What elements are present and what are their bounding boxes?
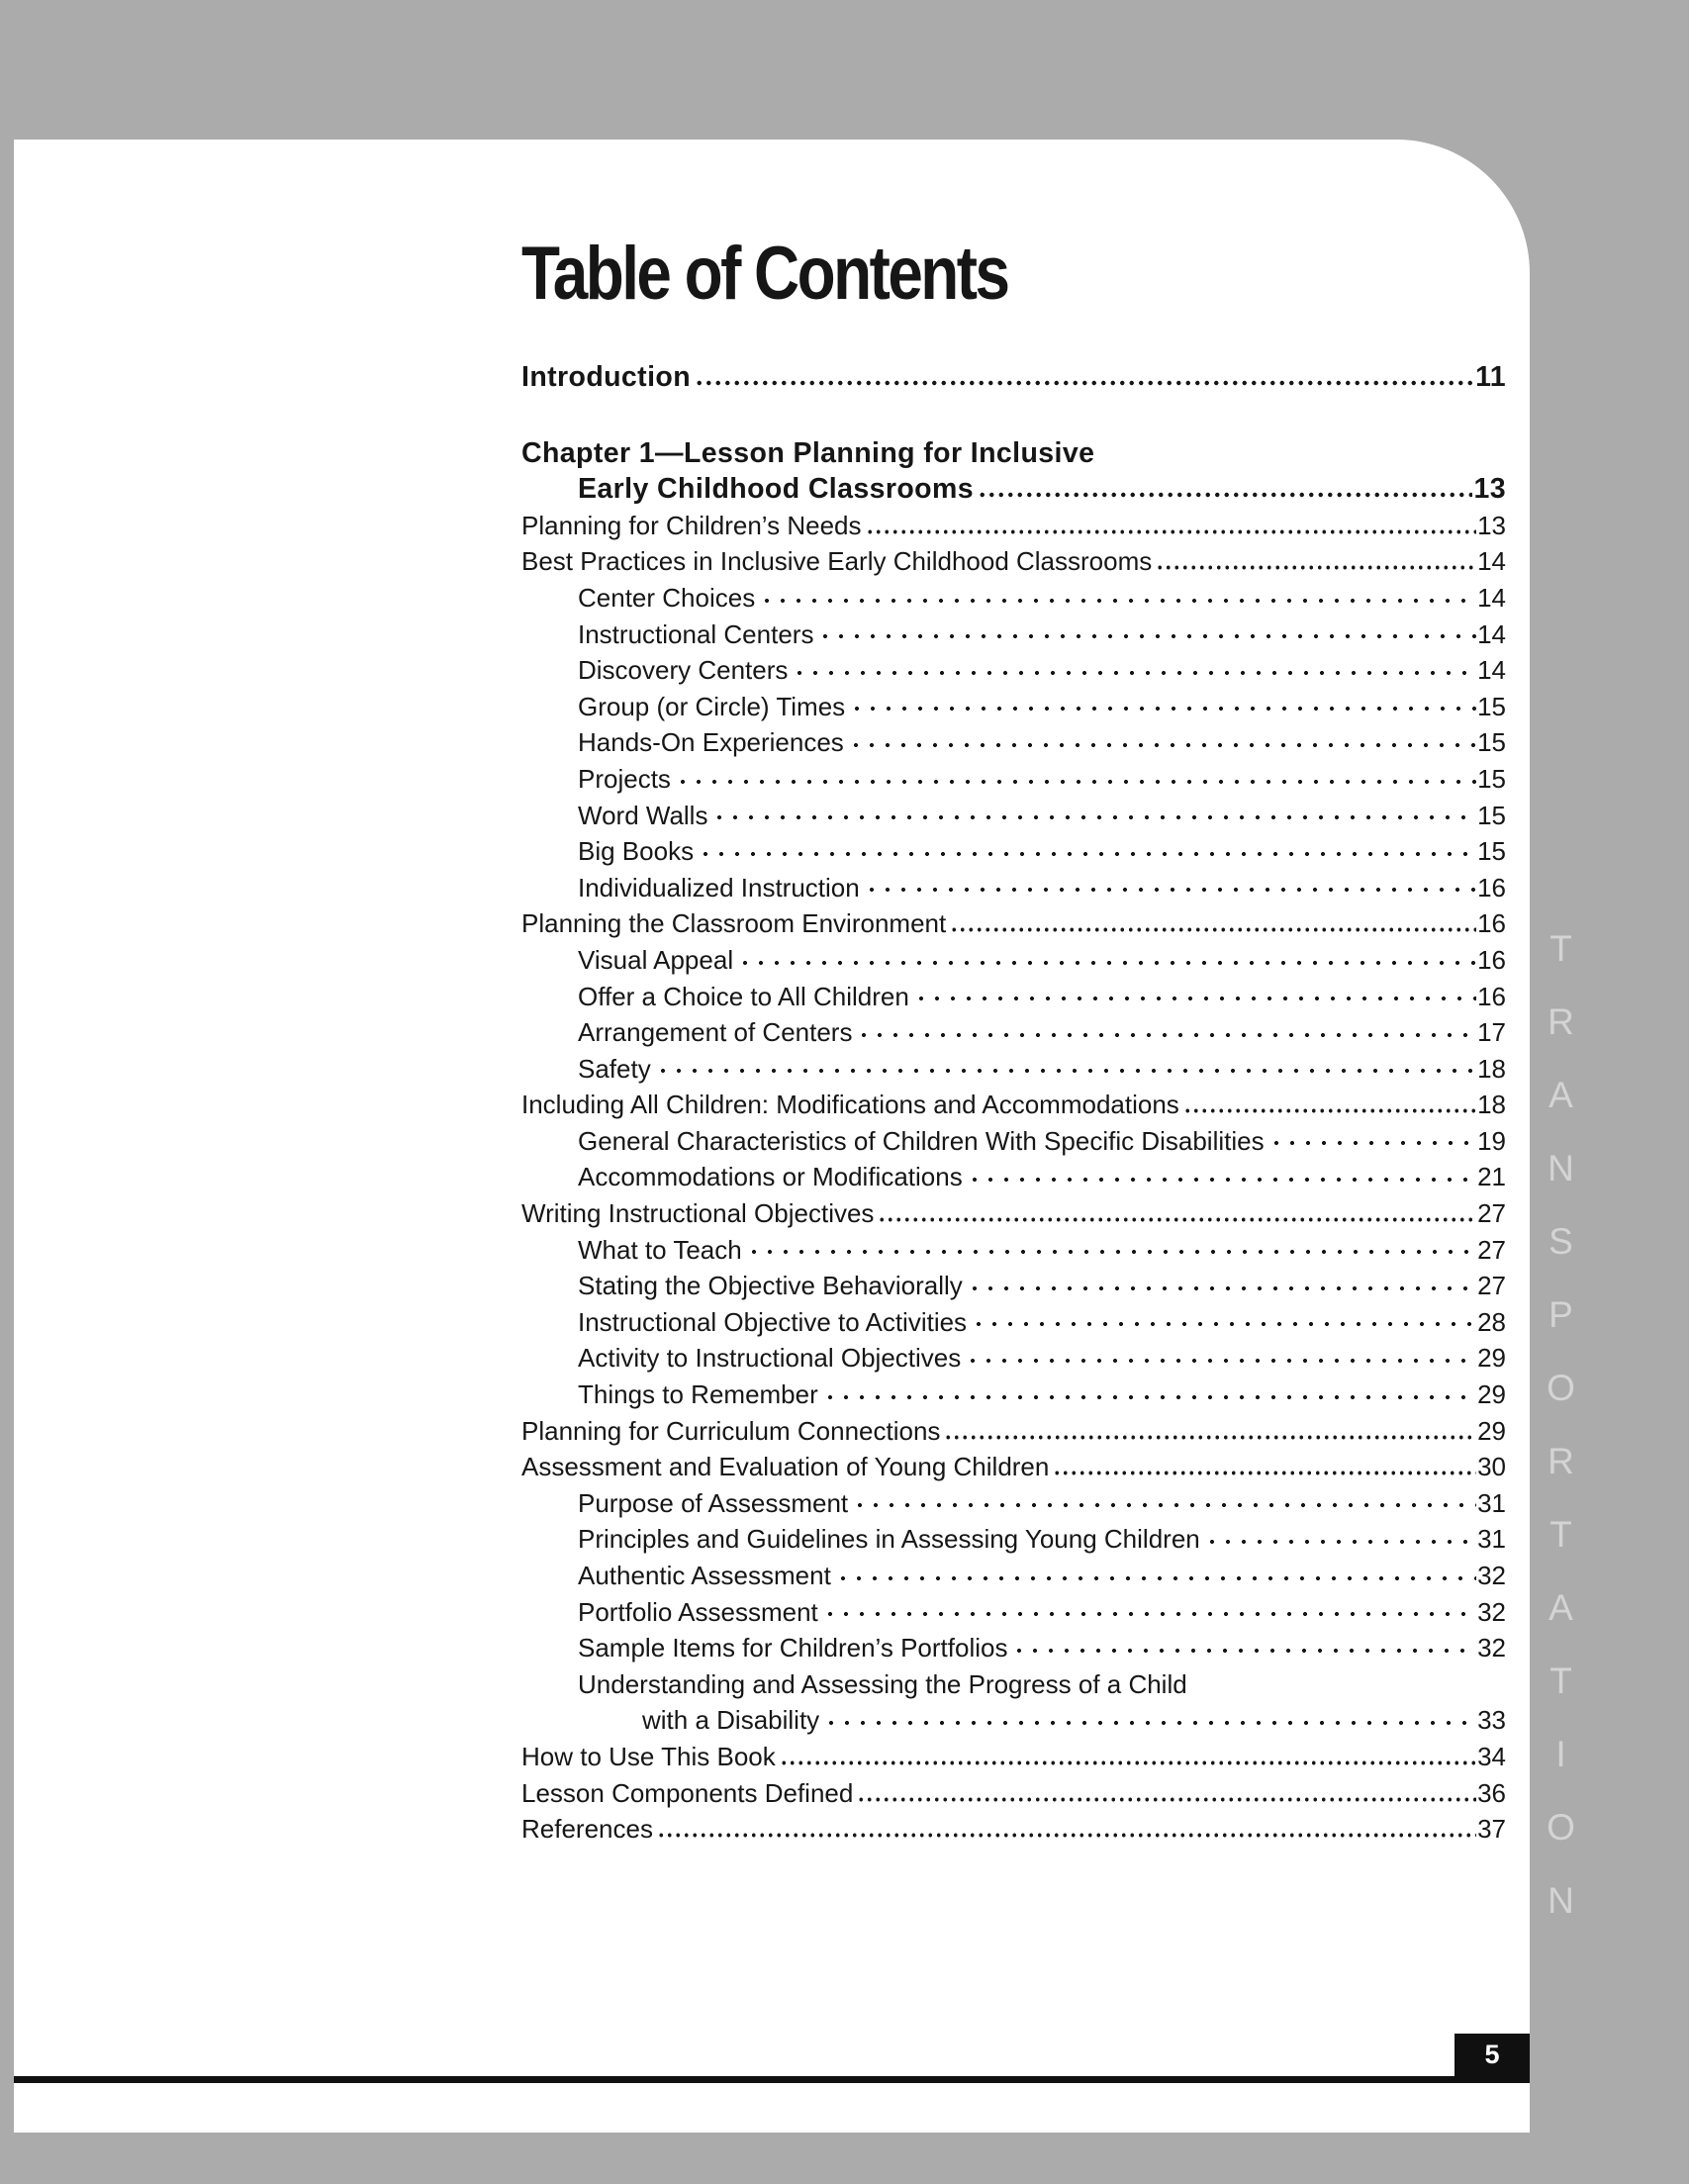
- dot-leader: [866, 508, 1477, 544]
- toc-entry-label: Big Books: [578, 836, 695, 867]
- dot-leader: [1053, 1449, 1476, 1485]
- toc-entry-page: 15: [1477, 691, 1506, 721]
- toc-entry-page: 29: [1477, 1379, 1506, 1410]
- toc-entry-label: Best Practices in Inclusive Early Childhood Classrooms: [521, 546, 1153, 577]
- toc-entry-page: 29: [1477, 1415, 1506, 1446]
- toc-list: [521, 359, 1506, 1848]
- toc-entry-label: Purpose of Assessment: [578, 1487, 849, 1518]
- toc-entry: [521, 435, 1506, 472]
- toc-entry-page: 30: [1477, 1452, 1506, 1482]
- toc-entry-page: 27: [1477, 1198, 1506, 1229]
- toc-entry-label: Planning for Curriculum Connections: [521, 1415, 941, 1446]
- dot-leader: [1268, 1123, 1476, 1160]
- toc-entry-label: Introduction: [521, 361, 692, 393]
- dot-leader: [849, 689, 1476, 725]
- dot-leader: [856, 1014, 1476, 1051]
- toc-entry: [521, 798, 1506, 834]
- dot-leader: [780, 1739, 1476, 1775]
- toc-entry-label: Accommodations or Modifications: [578, 1162, 963, 1192]
- toc-entry: [521, 1232, 1506, 1269]
- toc-entry-label: Instructional Centers: [578, 618, 814, 649]
- dot-leader: [746, 1232, 1476, 1269]
- dot-leader: [657, 1811, 1476, 1848]
- toc-entry: [521, 1811, 1506, 1848]
- page-number-box: [1454, 2034, 1530, 2076]
- toc-entry-page: 32: [1477, 1561, 1506, 1590]
- toc-entry-page: 15: [1477, 763, 1506, 794]
- toc-entry-page: 14: [1477, 618, 1506, 649]
- toc-entry-label: Center Choices: [578, 582, 756, 613]
- book-page-sheet: [14, 140, 1530, 2133]
- toc-entry-page: 13: [1477, 510, 1506, 540]
- toc-entry: [521, 1666, 1506, 1703]
- toc-entry: [521, 905, 1506, 942]
- toc-entry: [521, 761, 1506, 798]
- toc-entry-label: References: [521, 1814, 653, 1845]
- toc-entry-label: Stating the Objective Behaviorally: [578, 1271, 963, 1301]
- dot-leader: [857, 1775, 1476, 1812]
- dot-leader: [864, 870, 1476, 906]
- toc-entry: [521, 1449, 1506, 1485]
- toc-entry-page: 16: [1477, 872, 1506, 902]
- toc-entry-label: Sample Items for Children’s Portfolios: [578, 1633, 1008, 1663]
- toc-entry: [521, 1702, 1506, 1739]
- toc-entry-page: 34: [1477, 1741, 1506, 1771]
- toc-entry-page: 16: [1477, 981, 1506, 1011]
- toc-entry-page: 11: [1475, 361, 1506, 393]
- toc-entry-page: 21: [1477, 1162, 1506, 1192]
- toc-entry: [521, 617, 1506, 653]
- dot-leader: [967, 1268, 1476, 1304]
- toc-entry-label: Including All Children: Modifications and Accommodations: [521, 1090, 1179, 1120]
- dot-leader: [852, 1485, 1476, 1522]
- dot-leader: [965, 1340, 1476, 1377]
- toc-entry-page: 32: [1477, 1633, 1506, 1663]
- toc-entry-page: 17: [1477, 1017, 1506, 1048]
- toc-entry: [521, 1739, 1506, 1775]
- dot-leader: [792, 652, 1476, 689]
- toc-entry-label: Assessment and Evaluation of Young Children: [521, 1452, 1050, 1482]
- dot-leader: [1156, 543, 1476, 580]
- toc-entry-page: 14: [1477, 582, 1506, 613]
- toc-entry-page: 27: [1477, 1234, 1506, 1265]
- toc-entry-page: 31: [1477, 1524, 1506, 1555]
- toc-entry: [521, 1051, 1506, 1088]
- toc-entry-label: Individualized Instruction: [578, 872, 860, 902]
- dot-leader: [1183, 1087, 1476, 1123]
- dot-leader: [835, 1558, 1476, 1594]
- dot-leader: [1011, 1630, 1476, 1666]
- dot-leader: [1204, 1521, 1476, 1558]
- dot-leader: [878, 1195, 1476, 1232]
- toc-entry-page: 16: [1477, 908, 1506, 939]
- toc-entry: [521, 1521, 1506, 1558]
- toc-entry: [521, 1594, 1506, 1631]
- footer-rule: [14, 2076, 1530, 2083]
- toc-entry-label: Arrangement of Centers: [578, 1017, 853, 1048]
- toc-entry-label: Discovery Centers: [578, 655, 789, 686]
- dot-leader: [950, 905, 1476, 942]
- toc-entry: [521, 471, 1506, 508]
- toc-entry: [521, 1159, 1506, 1195]
- toc-entry: [521, 724, 1506, 761]
- toc-entry-label: Instructional Objective to Activities: [578, 1306, 968, 1337]
- toc-entry: [521, 1558, 1506, 1594]
- toc-entry-label: Lesson Components Defined: [521, 1777, 854, 1808]
- toc-entry-label: Offer a Choice to All Children: [578, 981, 909, 1011]
- toc-entry-label: Visual Appeal: [578, 944, 734, 975]
- toc-entry: [521, 689, 1506, 725]
- toc-entry-label: Group (or Circle) Times: [578, 691, 846, 721]
- toc-entry: [521, 1413, 1506, 1450]
- toc-entry: [521, 1630, 1506, 1666]
- toc-entry-page: 27: [1477, 1271, 1506, 1301]
- dot-leader: [848, 724, 1476, 761]
- toc-entry: [521, 1087, 1506, 1123]
- toc-entry-label: Word Walls: [578, 800, 708, 830]
- toc-entry: [521, 1377, 1506, 1413]
- toc-entry-label: Understanding and Assessing the Progress of a Child: [578, 1668, 1187, 1699]
- toc-entry-page: 18: [1477, 1053, 1506, 1084]
- toc-entry: [521, 1485, 1506, 1522]
- dot-leader: [759, 580, 1476, 617]
- dot-leader: [655, 1051, 1476, 1088]
- page-number: 5: [1484, 2040, 1500, 2069]
- toc-entry-label: Chapter 1—Lesson Planning for Inclusive: [521, 436, 1095, 469]
- dot-leader: [711, 798, 1476, 834]
- toc-entry-page: 16: [1477, 944, 1506, 975]
- toc-entry: [521, 1340, 1506, 1377]
- toc-entry-label: How to Use This Book: [521, 1741, 776, 1771]
- toc-entry: [521, 979, 1506, 1015]
- toc-entry-page: 33: [1477, 1705, 1506, 1736]
- toc-entry-page: 13: [1473, 473, 1506, 506]
- dot-leader: [822, 1377, 1476, 1413]
- toc-entry-label: Early Childhood Classrooms: [578, 473, 974, 506]
- dot-leader: [913, 979, 1476, 1015]
- toc-entry-label: What to Teach: [578, 1234, 742, 1265]
- toc-entry-label: Authentic Assessment: [578, 1561, 831, 1590]
- dot-leader: [695, 359, 1474, 396]
- page-title: Table of Contents: [521, 232, 1008, 316]
- toc-entry-label: General Characteristics of Children With Specific Disabilities: [578, 1125, 1265, 1156]
- toc-entry-page: 29: [1477, 1343, 1506, 1374]
- toc-entry-page: 15: [1477, 836, 1506, 867]
- toc-entry-page: 31: [1477, 1487, 1506, 1518]
- toc-entry: [521, 508, 1506, 544]
- toc-entry-page: 28: [1477, 1306, 1506, 1337]
- toc-entry-page: 14: [1477, 546, 1506, 577]
- dot-leader: [817, 617, 1476, 653]
- dot-leader: [944, 1413, 1476, 1450]
- toc-entry-label: Planning for Children’s Needs: [521, 510, 862, 540]
- toc-entry-page: 36: [1477, 1777, 1506, 1808]
- toc-entry: [521, 942, 1506, 979]
- toc-entry-label: Writing Instructional Objectives: [521, 1198, 875, 1229]
- toc-entry: [521, 833, 1506, 870]
- dot-leader: [698, 833, 1476, 870]
- dot-leader: [971, 1304, 1476, 1341]
- toc-entry-label: Planning the Classroom Environment: [521, 908, 947, 939]
- toc-entry-label: Things to Remember: [578, 1379, 818, 1410]
- toc-entry: [521, 1014, 1506, 1051]
- toc-entry: [521, 870, 1506, 906]
- toc-entry: [521, 1123, 1506, 1160]
- dot-leader: [967, 1159, 1476, 1195]
- toc-entry: [521, 543, 1506, 580]
- toc-entry-label: Activity to Instructional Objectives: [578, 1343, 962, 1374]
- toc-entry: [521, 1195, 1506, 1232]
- toc-entry-label: Projects: [578, 763, 671, 794]
- side-tab-label: TRANSPORTATION: [1541, 928, 1581, 1953]
- toc-entry: [521, 580, 1506, 617]
- toc-entry-label: Safety: [578, 1053, 651, 1084]
- toc-entry-page: 37: [1477, 1814, 1506, 1845]
- toc-entry-page: 14: [1477, 655, 1506, 686]
- toc-entry-label: with a Disability: [642, 1705, 820, 1736]
- dot-leader: [675, 761, 1476, 798]
- toc-entry-label: Hands-On Experiences: [578, 727, 844, 758]
- dot-leader: [978, 471, 1473, 508]
- toc-entry-page: 18: [1477, 1090, 1506, 1120]
- toc-entry: [521, 652, 1506, 689]
- toc-entry: [521, 1304, 1506, 1341]
- toc-entry-label: Portfolio Assessment: [578, 1596, 818, 1627]
- toc-entry: [521, 1775, 1506, 1812]
- toc-entry: [521, 359, 1506, 396]
- toc-entry-label: Principles and Guidelines in Assessing Young Children: [578, 1524, 1200, 1555]
- dot-leader: [737, 942, 1476, 979]
- toc-entry-page: 32: [1477, 1596, 1506, 1627]
- dot-leader: [822, 1594, 1476, 1631]
- dot-leader: [823, 1702, 1476, 1739]
- toc-entry: [521, 1268, 1506, 1304]
- toc-entry-page: 15: [1477, 727, 1506, 758]
- toc-entry-page: 15: [1477, 800, 1506, 830]
- toc-entry-page: 19: [1477, 1125, 1506, 1156]
